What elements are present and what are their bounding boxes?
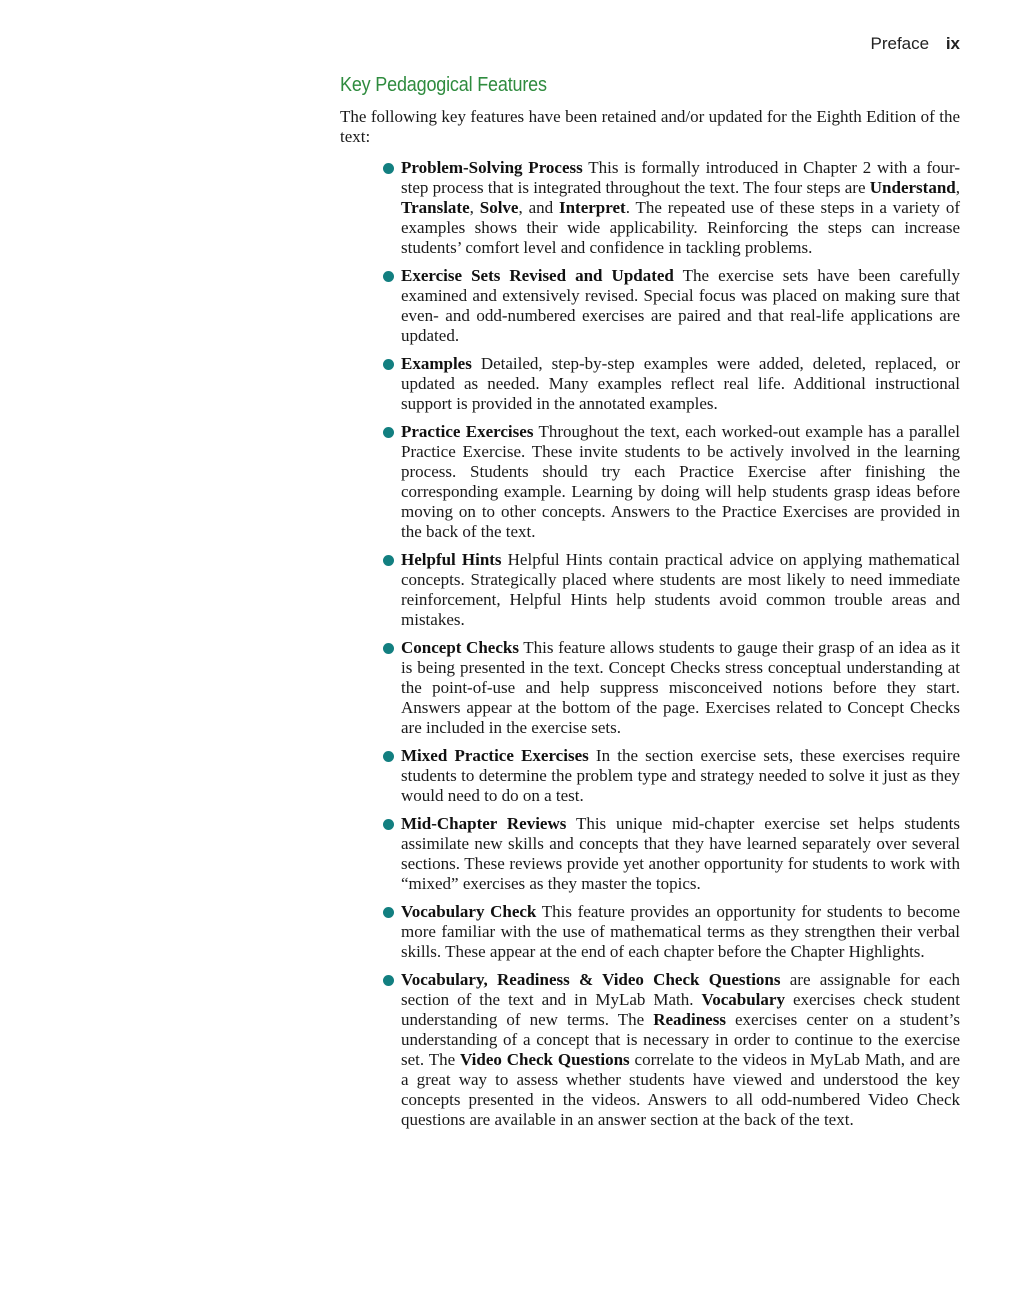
feature-text: This unique mid-chapter exercise set helps students assimilate new skills and concepts that they have learned separately over several sections. These reviews provide yet another opportunity for students to work with “mixed” exercises as they master the topics. (401, 814, 960, 893)
step-term: Solve (479, 198, 519, 217)
bullet-icon (383, 271, 394, 282)
step-term: Interpret (558, 198, 626, 217)
feature-title: Mid-Chapter Reviews (401, 814, 567, 833)
bullet-icon (383, 555, 394, 566)
bullet-icon (383, 819, 394, 830)
feature-text: exercises center on a student’s understanding of a concept that is necessary in order to continue to the exercise set. The (401, 1010, 960, 1069)
feature-text: exercises check student understanding of new terms. The (401, 990, 960, 1029)
feature-text: Helpful Hints contain practical advice on applying mathematical concepts. Strategically placed where students are most likely to need immediate reinforcement, Helpful Hints help students avoid common trouble areas and mistakes. (401, 550, 960, 629)
feature-title: Vocabulary, Readiness & Video Check Questions (401, 970, 781, 989)
feature-text: , (955, 178, 960, 197)
feature-text: This is formally introduced in Chapter 2 with a four-step process that is integrated throughout the text. The four steps are (401, 158, 960, 197)
feature-term: Readiness (653, 1010, 726, 1029)
feature-text: are assignable for each section of the text and in MyLab Math. (401, 970, 960, 1009)
feature-item-mixed-practice (380, 746, 960, 806)
feature-term: Vocabulary (701, 990, 785, 1009)
feature-item-examples (380, 354, 960, 414)
feature-item-exercise-sets (380, 266, 960, 346)
section-heading: Key Pedagogical Features (340, 74, 547, 96)
feature-item-helpful-hints (380, 550, 960, 630)
feature-title: Examples (401, 354, 472, 373)
feature-title: Helpful Hints (401, 550, 502, 569)
step-term: Understand (869, 178, 956, 197)
feature-title: Problem-Solving Process (401, 158, 583, 177)
bullet-icon (383, 163, 394, 174)
bullet-icon (383, 907, 394, 918)
feature-item-video-check-questions (380, 970, 960, 1130)
feature-text: Detailed, step-by-step examples were added, deleted, replaced, or updated as needed. Many examples reflect real life. Additional instructional support is provided in the annotated examples. (401, 354, 960, 413)
bullet-icon (383, 427, 394, 438)
feature-item-vocabulary-check (380, 902, 960, 962)
bullet-icon (383, 359, 394, 370)
running-head-label: Preface (870, 34, 930, 53)
page-number: ix (945, 34, 960, 53)
feature-list (380, 158, 960, 1138)
feature-title: Vocabulary Check (401, 902, 537, 921)
running-head (870, 34, 960, 54)
feature-text: . The repeated use of these steps in a variety of examples shows their wide applicability. Reinforcing the steps can increase students’ comfort level and confidence in tackling problems. (401, 198, 961, 257)
bullet-icon (383, 975, 394, 986)
feature-title: Concept Checks (401, 638, 519, 657)
feature-item-practice-exercises (380, 422, 960, 542)
feature-text: correlate to the videos in MyLab Math, and are a great way to assess whether students have viewed and understood the key concepts presented in the videos. Answers to all odd-numbered Video Check questions are available in an answer section at the back of the text. (401, 1050, 960, 1129)
feature-title: Practice Exercises (401, 422, 534, 441)
feature-term: Video Check Questions (460, 1050, 630, 1069)
bullet-icon (383, 643, 394, 654)
feature-title: Exercise Sets Revised and Updated (401, 266, 674, 285)
feature-item-mid-chapter-reviews (380, 814, 960, 894)
feature-text: , and (518, 198, 559, 217)
feature-text: In the section exercise sets, these exercises require students to determine the problem type and strategy needed to solve it just as they would need to do on a test. (401, 746, 960, 805)
feature-text: Throughout the text, each worked-out example has a parallel Practice Exercise. These invite students to be actively involved in the learning process. Students should try each Practice Exercise after finishing the corresponding example. Learning by doing will help students grasp ideas before moving on to other concepts. Answers to the Practice Exercises are provided in the back of the text. (401, 422, 960, 541)
bullet-icon (383, 751, 394, 762)
feature-item-problem-solving (380, 158, 960, 258)
feature-item-concept-checks (380, 638, 960, 738)
feature-title: Mixed Practice Exercises (401, 746, 589, 765)
feature-text: , (469, 198, 480, 217)
feature-text: This feature allows students to gauge their grasp of an idea as it is being presented in the text. Concept Checks stress conceptual understanding at the point-of-use and help suppress misconceived notions before they start. Answers appear at the bottom of the page. Exercises related to Concept Checks are included in the exercise sets. (401, 638, 960, 737)
feature-text: The exercise sets have been carefully examined and extensively revised. Special focus was placed on making sure that even- and odd-numbered exercises are paired and that real-life applications are updated. (401, 266, 960, 345)
feature-text: This feature provides an opportunity for students to become more familiar with the use of mathematical terms as they strengthen their verbal skills. These appear at the end of each chapter before the Chapter Highlights. (401, 902, 961, 961)
step-term: Translate (401, 198, 470, 217)
intro-paragraph: The following key features have been retained and/or updated for the Eighth Edition of the text: (340, 107, 960, 146)
